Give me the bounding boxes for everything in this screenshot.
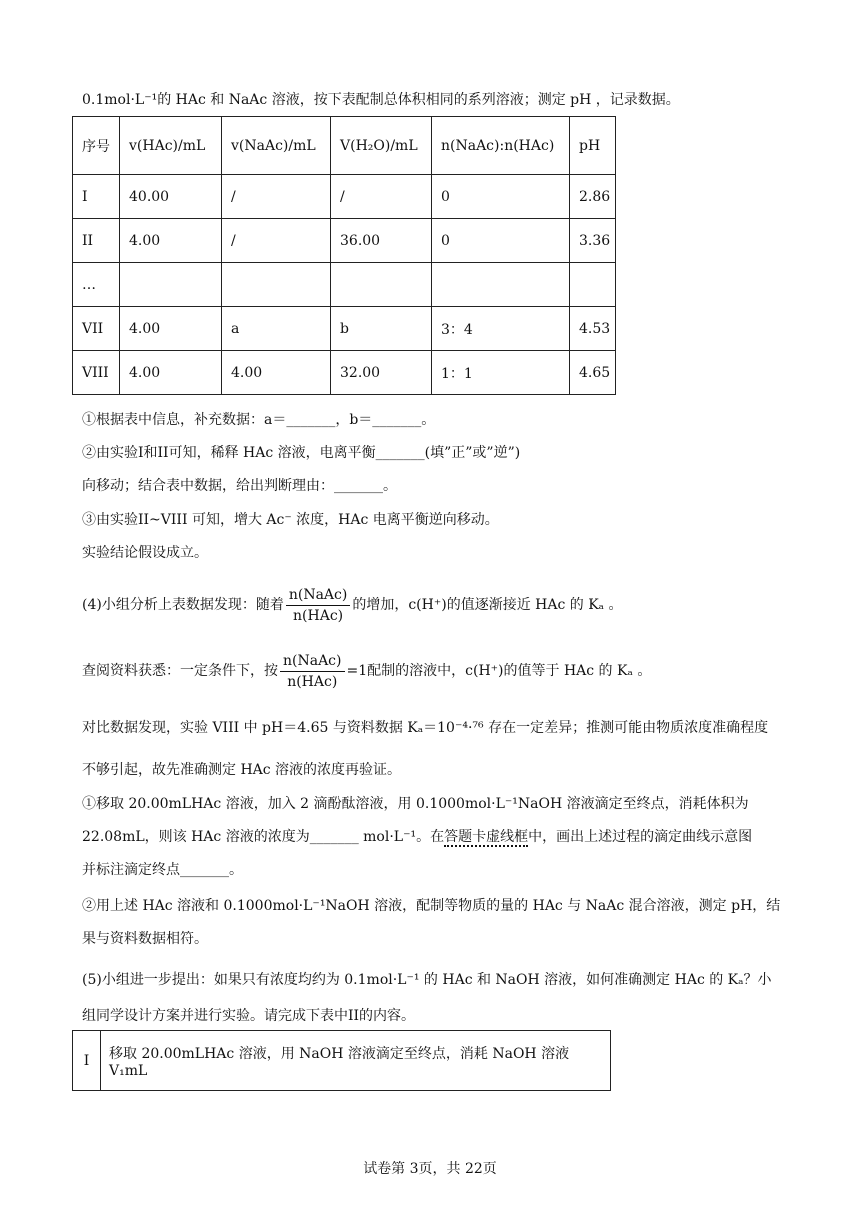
- table-cell: …: [73, 263, 120, 307]
- part-4-line-2: [82, 650, 651, 692]
- part-4b-prefix: 查阅资料获悉：一定条件下，按: [82, 663, 278, 679]
- table-row: [73, 175, 616, 219]
- part-4-line-1: [82, 584, 623, 626]
- header-cell: n(NaAc):n(HAc): [432, 117, 570, 175]
- table-cell: 40.00: [120, 175, 222, 219]
- step-1-line-2-pre: 22.08mL，则该 HAc 溶液的浓度为_______ mol·L⁻¹。在: [82, 829, 445, 845]
- fraction-numerator: n(NaAc): [286, 585, 351, 606]
- data-table: [72, 116, 616, 395]
- table-cell: 4.00: [120, 307, 222, 351]
- table-cell: 36.00: [331, 219, 432, 263]
- table-cell: 1：1: [432, 351, 570, 395]
- part-4-prefix: (4)小组分析上表数据发现：随着: [82, 597, 284, 613]
- table-cell: [432, 263, 570, 307]
- part-4b-suffix: =1配制的溶液中，c(H⁺)的值等于 HAc 的 Kₐ 。: [346, 663, 652, 679]
- table-cell: 2.86: [570, 175, 616, 219]
- table-cell: b: [331, 307, 432, 351]
- table-cell: II: [73, 219, 120, 263]
- header-cell: v(HAc)/mL: [120, 117, 222, 175]
- table-cell: /: [222, 175, 331, 219]
- table-cell: /: [222, 219, 331, 263]
- table-cell: 32.00: [331, 351, 432, 395]
- procedure-value: 移取 20.00mLHAc 溶液，用 NaOH 溶液滴定至终点，消耗 NaOH 溶液 V₁mL: [101, 1031, 611, 1091]
- answer-sheet-emphasis: 答题卡虚线框: [444, 829, 529, 845]
- part-4-suffix: 的增加，c(H⁺)的值逐渐接近 HAc 的 Kₐ 。: [352, 597, 623, 613]
- part-4-line-3: 对比数据发现，实验 VIII 中 pH＝4.65 与资料数据 Kₐ＝10⁻⁴·⁷⁶ 存在一定差异；推测可能由物质浓度准确程度: [82, 720, 769, 736]
- table-cell: 4.00: [120, 351, 222, 395]
- step-2-line-2: 果与资料数据相符。: [82, 931, 208, 947]
- part-4-line-4: 不够引起，故先准确测定 HAc 溶液的浓度再验证。: [82, 762, 402, 778]
- table-cell: I: [73, 175, 120, 219]
- table-row: [73, 1031, 611, 1091]
- table-cell: 3：4: [432, 307, 570, 351]
- table-cell: [222, 263, 331, 307]
- table-cell: 4.65: [570, 351, 616, 395]
- table-cell: 0: [432, 175, 570, 219]
- question-2-line-2: 向移动；结合表中数据，给出判断理由：_______。: [82, 478, 397, 494]
- table-cell: 0: [432, 219, 570, 263]
- procedure-key: I: [73, 1031, 101, 1091]
- table-cell: VII: [73, 307, 120, 351]
- table-cell: 4.53: [570, 307, 616, 351]
- step-1-line-2-post: 中，画出上述过程的滴定曲线示意图: [528, 829, 753, 845]
- step-1-line-2: [82, 827, 752, 847]
- step-1-line-1: ①移取 20.00mLHAc 溶液，加入 2 滴酚酞溶液，用 0.1000mol·L⁻¹NaOH 溶液滴定至终点，消耗体积为: [82, 796, 749, 812]
- table-cell: /: [331, 175, 432, 219]
- table-cell: a: [222, 307, 331, 351]
- header-cell: pH: [570, 117, 616, 175]
- step-1-line-3: 并标注滴定终点_______。: [82, 862, 243, 878]
- table-row: [73, 219, 616, 263]
- table-row: [73, 263, 616, 307]
- part-5-line-2: 组同学设计方案并进行实验。请完成下表中II的内容。: [82, 1008, 416, 1024]
- table-row: [73, 307, 616, 351]
- fraction-denominator: n(HAc): [293, 607, 344, 624]
- table-cell: 4.00: [120, 219, 222, 263]
- ratio-fraction: [280, 651, 345, 692]
- procedure-table: [72, 1030, 611, 1091]
- header-cell: 序号: [73, 117, 120, 175]
- table-cell: 4.00: [222, 351, 331, 395]
- table-cell: [120, 263, 222, 307]
- page-footer: 试卷第 3页，共 22页: [363, 1161, 497, 1177]
- table-cell: [570, 263, 616, 307]
- table-header-row: [73, 117, 616, 175]
- question-1: ①根据表中信息，补充数据：a＝_______，b＝_______。: [82, 412, 436, 428]
- table-cell: [331, 263, 432, 307]
- table-cell: VIII: [73, 351, 120, 395]
- intro-text: 0.1mol·L⁻¹的 HAc 和 NaAc 溶液，按下表配制总体积相同的系列溶液；测定 pH ，记录数据。: [82, 92, 680, 108]
- header-cell: V(H₂O)/mL: [331, 117, 432, 175]
- part-5-line-1: (5)小组进一步提出：如果只有浓度均约为 0.1mol·L⁻¹ 的 HAc 和 NaOH 溶液，如何准确测定 HAc 的 Kₐ？小: [82, 972, 772, 988]
- table-cell: 3.36: [570, 219, 616, 263]
- fraction-numerator: n(NaAc): [280, 651, 345, 672]
- conclusion: 实验结论假设成立。: [82, 545, 208, 561]
- ratio-fraction: [286, 585, 351, 626]
- fraction-denominator: n(HAc): [287, 673, 338, 690]
- question-3: ③由实验II~VIII 可知，增大 Ac⁻ 浓度，HAc 电离平衡逆向移动。: [82, 512, 499, 528]
- step-2-line-1: ②用上述 HAc 溶液和 0.1000mol·L⁻¹NaOH 溶液，配制等物质的量的 HAc 与 NaAc 混合溶液，测定 pH，结: [82, 898, 781, 914]
- question-2-line-1: ②由实验I和II可知，稀释 HAc 溶液，电离平衡_______(填”正”或”逆”): [82, 445, 521, 461]
- table-row: [73, 351, 616, 395]
- header-cell: v(NaAc)/mL: [222, 117, 331, 175]
